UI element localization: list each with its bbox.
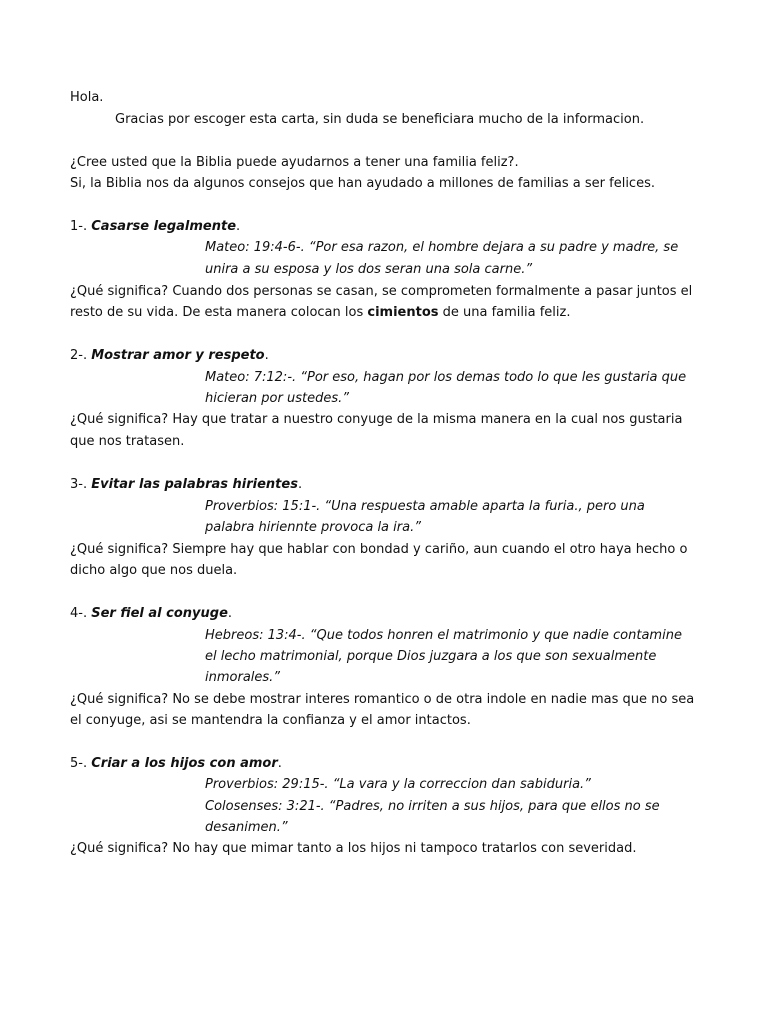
scripture-quote: hicieran por ustedes.” xyxy=(205,391,349,406)
section-title: Evitar las palabras hirientes xyxy=(91,477,298,492)
section-number: 5-. xyxy=(70,756,88,771)
scripture-quote: Colosenses: 3:21-. “Padres, no irriten a sus hijos, para que ellos no se xyxy=(205,799,660,814)
scripture-quote: desanimen.” xyxy=(205,820,288,835)
section-number: 2-. xyxy=(70,348,88,363)
section-title: Criar a los hijos con amor xyxy=(91,756,278,771)
scripture-quote: Mateo: 7:12:-. “Por eso, hagan por los demas todo lo que les gustaria que xyxy=(205,370,687,385)
section-title: Mostrar amor y respeto xyxy=(91,348,265,363)
section-title: Ser fiel al conyuge xyxy=(91,606,228,621)
meaning-text: ¿Qué significa? No hay que mimar tanto a los hijos ni tampoco tratarlos con severidad. xyxy=(70,841,637,856)
emphasized-word: cimientos xyxy=(367,305,439,320)
meaning-text: ¿Qué significa? Hay que tratar a nuestro conyuge de la misma manera en la cual nos gustaria xyxy=(70,412,683,427)
section-heading: 2-. Mostrar amor y respeto. xyxy=(70,348,269,363)
meaning-text: ¿Qué significa? Siempre hay que hablar con bondad y cariño, aun cuando el otro haya hecho o xyxy=(70,542,688,557)
section-number: 3-. xyxy=(70,477,88,492)
scripture-quote: inmorales.” xyxy=(205,670,281,685)
scripture-quote: el lecho matrimonial, porque Dios juzgara a los que son sexualmente xyxy=(205,649,657,664)
section-heading: 4-. Ser fiel al conyuge. xyxy=(70,606,233,621)
section-heading: 5-. Criar a los hijos con amor. xyxy=(70,756,282,771)
meaning-text: el conyuge, asi se mantendra la confianza y el amor intactos. xyxy=(70,713,471,728)
meaning-text: que nos tratasen. xyxy=(70,434,185,449)
section-heading: 1-. Casarse legalmente. xyxy=(70,219,241,234)
meaning-text: ¿Qué significa? Cuando dos personas se casan, se comprometen formalmente a pasar juntos el xyxy=(70,284,693,299)
thanks-paragraph: Gracias por escoger esta carta, sin duda se beneficiara mucho de la informacion. xyxy=(115,112,645,127)
scripture-quote: Mateo: 19:4-6-. “Por esa razon, el hombre dejara a su padre y madre, se xyxy=(205,240,679,255)
section-heading: 3-. Evitar las palabras hirientes. xyxy=(70,477,303,492)
meaning-text xyxy=(70,303,571,323)
question-line: ¿Cree usted que la Biblia puede ayudarnos a tener una familia feliz?. xyxy=(70,155,519,170)
scripture-quote: unira a su esposa y los dos seran una sola carne.” xyxy=(205,262,533,277)
meaning-fragment: resto de su vida. De esta manera colocan los xyxy=(70,305,368,320)
meaning-text: dicho algo que nos duela. xyxy=(70,563,238,578)
meaning-text: ¿Qué significa? No se debe mostrar interes romantico o de otra indole en nadie mas que no sea xyxy=(70,692,695,707)
scripture-quote: palabra hiriennte provoca la ira.” xyxy=(205,520,421,535)
scripture-quote: Proverbios: 15:1-. “Una respuesta amable aparta la furia., pero una xyxy=(205,499,645,514)
section-title: Casarse legalmente xyxy=(91,219,237,234)
answer-line: Si, la Biblia nos da algunos consejos que han ayudado a millones de familias a ser felices. xyxy=(70,176,655,191)
meaning-fragment: de una familia feliz. xyxy=(438,305,571,320)
scripture-quote: Proverbios: 29:15-. “La vara y la correccion dan sabiduria.” xyxy=(205,777,591,792)
greeting: Hola. xyxy=(70,90,104,105)
scripture-quote: Hebreos: 13:4-. “Que todos honren el matrimonio y que nadie contamine xyxy=(205,628,682,643)
section-number: 1-. xyxy=(70,219,88,234)
section-number: 4-. xyxy=(70,606,88,621)
